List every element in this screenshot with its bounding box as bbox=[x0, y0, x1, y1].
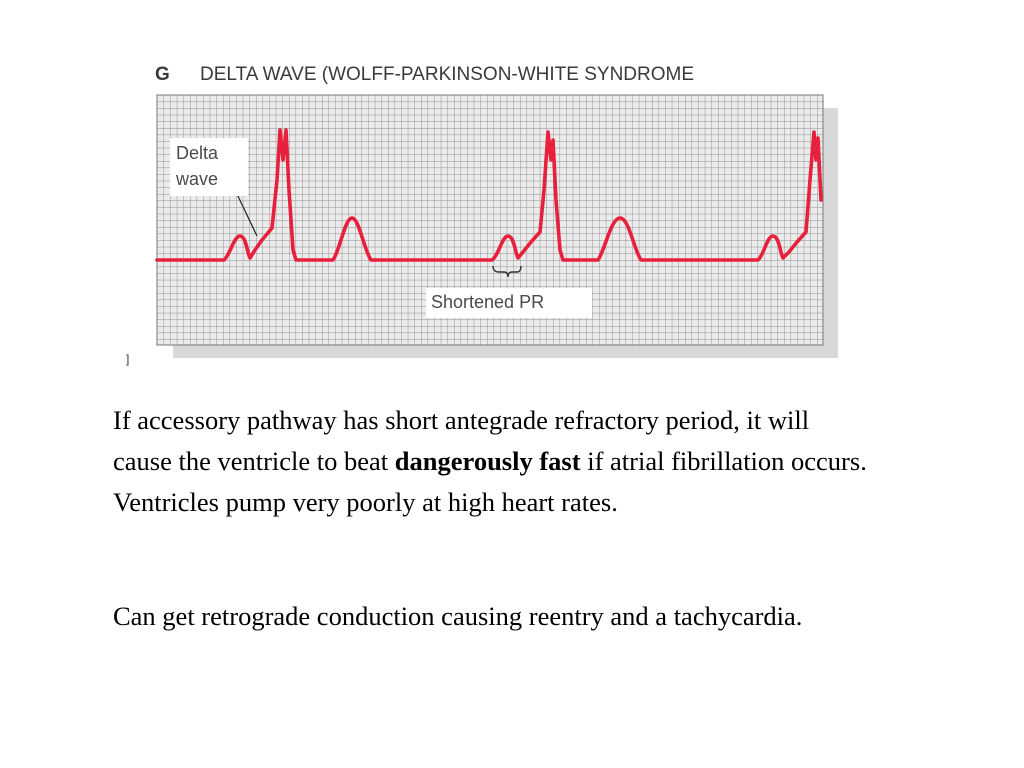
figure-letter: G bbox=[155, 64, 170, 85]
paragraph1-part1: If accessory pathway has short antegrade refractory period, it will cause the ventricle to beat bbox=[113, 405, 810, 476]
ecg-strip bbox=[0, 0, 1024, 380]
corner-mark: ] bbox=[126, 352, 130, 366]
paragraph1-part2: if atrial fibrillation occurs. Ventricles pump very poorly at high heart rates. bbox=[113, 446, 867, 517]
paragraph1-emphasis: dangerously fast bbox=[394, 446, 581, 476]
ecg-figure bbox=[0, 0, 1024, 380]
paragraph-retrograde-conduction: Can get retrograde conduction causing reentry and a tachycardia. bbox=[113, 601, 803, 631]
delta-wave-label-line2: wave bbox=[176, 169, 219, 189]
delta-wave-label bbox=[170, 138, 248, 196]
shortened-pr-label: Shortened PR bbox=[426, 288, 592, 318]
delta-wave-label-line1: Delta bbox=[176, 143, 219, 163]
figure-title: DELTA WAVE (WOLFF-PARKINSON-WHITE SYNDROME bbox=[200, 64, 695, 85]
paragraph-accessory-pathway bbox=[113, 400, 873, 523]
